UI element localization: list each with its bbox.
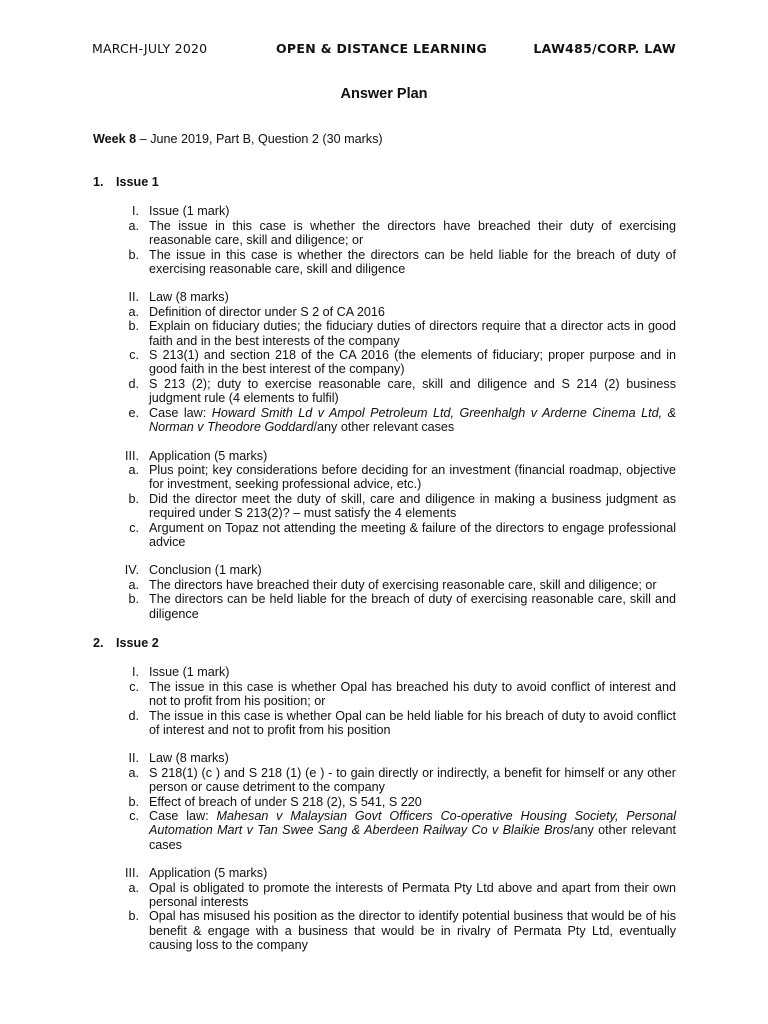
subsection-heading xyxy=(93,866,676,880)
outline-subsection xyxy=(93,563,676,621)
issue-heading xyxy=(93,175,676,189)
outline-item xyxy=(93,492,676,521)
item-text: Opal is obligated to promote the interests of Permata Pty Ltd above and apart from their own personal interests xyxy=(149,880,676,910)
page-title: Answer Plan xyxy=(340,86,428,102)
item-text: Definition of director under S 2 of CA 2016 xyxy=(149,304,385,319)
outline-item xyxy=(93,709,676,738)
item-text: Did the director meet the duty of skill, care and diligence in making a business judgment as required under S 213(2)? – must satisfy the 4 elements xyxy=(149,491,676,521)
outline-item xyxy=(93,578,676,592)
item-letter: a. xyxy=(128,218,139,233)
subsection-heading xyxy=(93,563,676,577)
item-text xyxy=(149,406,676,435)
case-names: Howard Smith Ld v Ampol Petroleum Ltd, Greenhalgh v Arderne Cinema Ltd, & Norman v Theodore Goddard xyxy=(149,405,676,435)
item-letter: a. xyxy=(128,765,139,780)
outline-subsection xyxy=(93,665,676,737)
roman-numeral: I. xyxy=(132,204,139,219)
outline-subsection xyxy=(93,204,676,276)
outline-item xyxy=(93,766,676,795)
roman-numeral: II. xyxy=(128,290,139,305)
outline-item xyxy=(93,521,676,550)
item-letter: d. xyxy=(128,376,139,391)
issue-number: 2. xyxy=(93,635,104,650)
answer-plan-content xyxy=(93,175,676,968)
header-program: OPEN & DISTANCE LEARNING xyxy=(276,41,488,56)
case-law-suffix: /any other relevant cases xyxy=(149,823,676,852)
subsection-label: Law (8 marks) xyxy=(149,751,229,766)
item-letter: b. xyxy=(128,909,139,924)
outline-subsection xyxy=(93,751,676,852)
item-letter: a. xyxy=(128,304,139,319)
case-names: Mahesan v Malaysian Govt Officers Co-operative Housing Society, Personal Automation Mart v Tan Swee Sang & Aberdeen Railway Co v Blaikie Bros xyxy=(149,809,676,838)
item-letter: c. xyxy=(129,679,139,694)
outline-item xyxy=(93,348,676,377)
outline-item xyxy=(93,406,676,435)
roman-numeral: III. xyxy=(125,448,139,463)
subsection-heading xyxy=(93,665,676,679)
item-text: Explain on fiduciary duties; the fiduciary duties of directors require that a director acts in good faith and in the best interests of the company xyxy=(149,319,676,348)
outline-item xyxy=(93,881,676,910)
outline-item xyxy=(93,377,676,406)
roman-numeral: III. xyxy=(125,866,139,881)
subsection-label: Application (5 marks) xyxy=(149,866,268,881)
item-letter: b. xyxy=(128,319,139,334)
issue-section xyxy=(93,636,676,953)
item-text: The issue in this case is whether Opal has breached his duty to avoid conflict of interest and not to profit from his position; or xyxy=(149,679,676,709)
outline-subsection xyxy=(93,290,676,434)
question-reference xyxy=(93,132,383,146)
subsection-heading xyxy=(93,449,676,463)
outline-item xyxy=(93,248,676,277)
item-letter: b. xyxy=(128,592,139,607)
roman-numeral: II. xyxy=(128,751,139,766)
item-letter: a. xyxy=(128,880,139,895)
roman-numeral: I. xyxy=(132,665,139,680)
item-text: Opal has misused his position as the director to identify potential business that would be of his benefit & engage with a business that would be in rivalry of Permata Pty Ltd, eventually causing loss to the company xyxy=(149,909,676,953)
question-details: – June 2019, Part B, Question 2 (30 marks) xyxy=(136,132,383,146)
item-text: The directors have breached their duty of exercising reasonable care, skill and diligence; or xyxy=(149,577,657,592)
item-text: Argument on Topaz not attending the meeting & failure of the directors to engage professional advice xyxy=(149,520,676,549)
outline-item xyxy=(93,909,676,952)
outline-item xyxy=(93,809,676,852)
issue-number: 1. xyxy=(93,175,104,189)
page-header xyxy=(92,42,676,62)
item-text: The issue in this case is whether Opal can be held liable for his breach of duty to avoid conflict of interest and not to profit from his position xyxy=(149,708,676,737)
week-label: Week 8 xyxy=(93,132,137,146)
issue-section xyxy=(93,175,676,621)
subsection-label: Conclusion (1 mark) xyxy=(149,563,262,578)
subsection-label: Issue (1 mark) xyxy=(149,665,230,680)
item-text: S 213(1) and section 218 of the CA 2016 (the elements of fiduciary; proper purpose and in good faith in the best interest of the company) xyxy=(149,348,676,377)
item-letter: b. xyxy=(128,247,139,262)
item-letter: b. xyxy=(128,794,139,809)
outline-item xyxy=(93,219,676,248)
outline-subsection xyxy=(93,449,676,550)
item-text: Effect of breach of under S 218 (2), S 541, S 220 xyxy=(149,794,422,809)
item-letter: c. xyxy=(129,520,139,535)
item-letter: c. xyxy=(129,348,139,363)
subsection-label: Application (5 marks) xyxy=(149,448,268,463)
header-session: MARCH-JULY 2020 xyxy=(92,41,208,56)
case-law-prefix: Case law: xyxy=(149,405,212,420)
item-letter: c. xyxy=(129,809,139,824)
item-text: The issue in this case is whether the directors have breached their duty of exercising reasonable care, skill and diligence; or xyxy=(149,218,676,248)
item-text: The directors can be held liable for the breach of duty of exercising reasonable care, skill and diligence xyxy=(149,592,676,621)
subsection-label: Issue (1 mark) xyxy=(149,204,230,219)
item-text: S 213 (2); duty to exercise reasonable care, skill and diligence and S 214 (2) business judgment rule (4 elements to fulfil) xyxy=(149,376,676,406)
issue-title: Issue 1 xyxy=(116,175,159,189)
issue-title: Issue 2 xyxy=(116,635,159,650)
item-letter: a. xyxy=(128,462,139,477)
outline-item xyxy=(93,592,676,621)
subsection-heading xyxy=(93,751,676,765)
item-text xyxy=(149,809,676,852)
outline-item xyxy=(93,795,676,809)
outline-item xyxy=(93,305,676,319)
outline-subsection xyxy=(93,866,676,952)
item-text: Plus point; key considerations before deciding for an investment (financial roadmap, objective for investment, seeking professional advice, etc.) xyxy=(149,462,676,492)
case-law-prefix: Case law: xyxy=(149,809,217,824)
roman-numeral: IV. xyxy=(124,563,139,578)
item-letter: a. xyxy=(128,577,139,592)
item-letter: b. xyxy=(128,491,139,506)
subsection-label: Law (8 marks) xyxy=(149,290,229,305)
item-text: S 218(1) (c ) and S 218 (1) (e ) - to gain directly or indirectly, a benefit for himself or any other person or cause detriment to the company xyxy=(149,765,676,795)
case-law-suffix: /any other relevant cases xyxy=(313,420,455,435)
issue-heading xyxy=(93,636,676,650)
outline-item xyxy=(93,463,676,492)
item-letter: d. xyxy=(128,708,139,723)
outline-item xyxy=(93,680,676,709)
outline-item xyxy=(93,319,676,348)
subsection-heading xyxy=(93,204,676,218)
subsection-heading xyxy=(93,290,676,304)
item-letter: e. xyxy=(128,405,139,420)
item-text: The issue in this case is whether the directors can be held liable for the breach of duty of exercising reasonable care, skill and diligence xyxy=(149,247,676,277)
header-course-code: LAW485/CORP. LAW xyxy=(533,41,676,56)
